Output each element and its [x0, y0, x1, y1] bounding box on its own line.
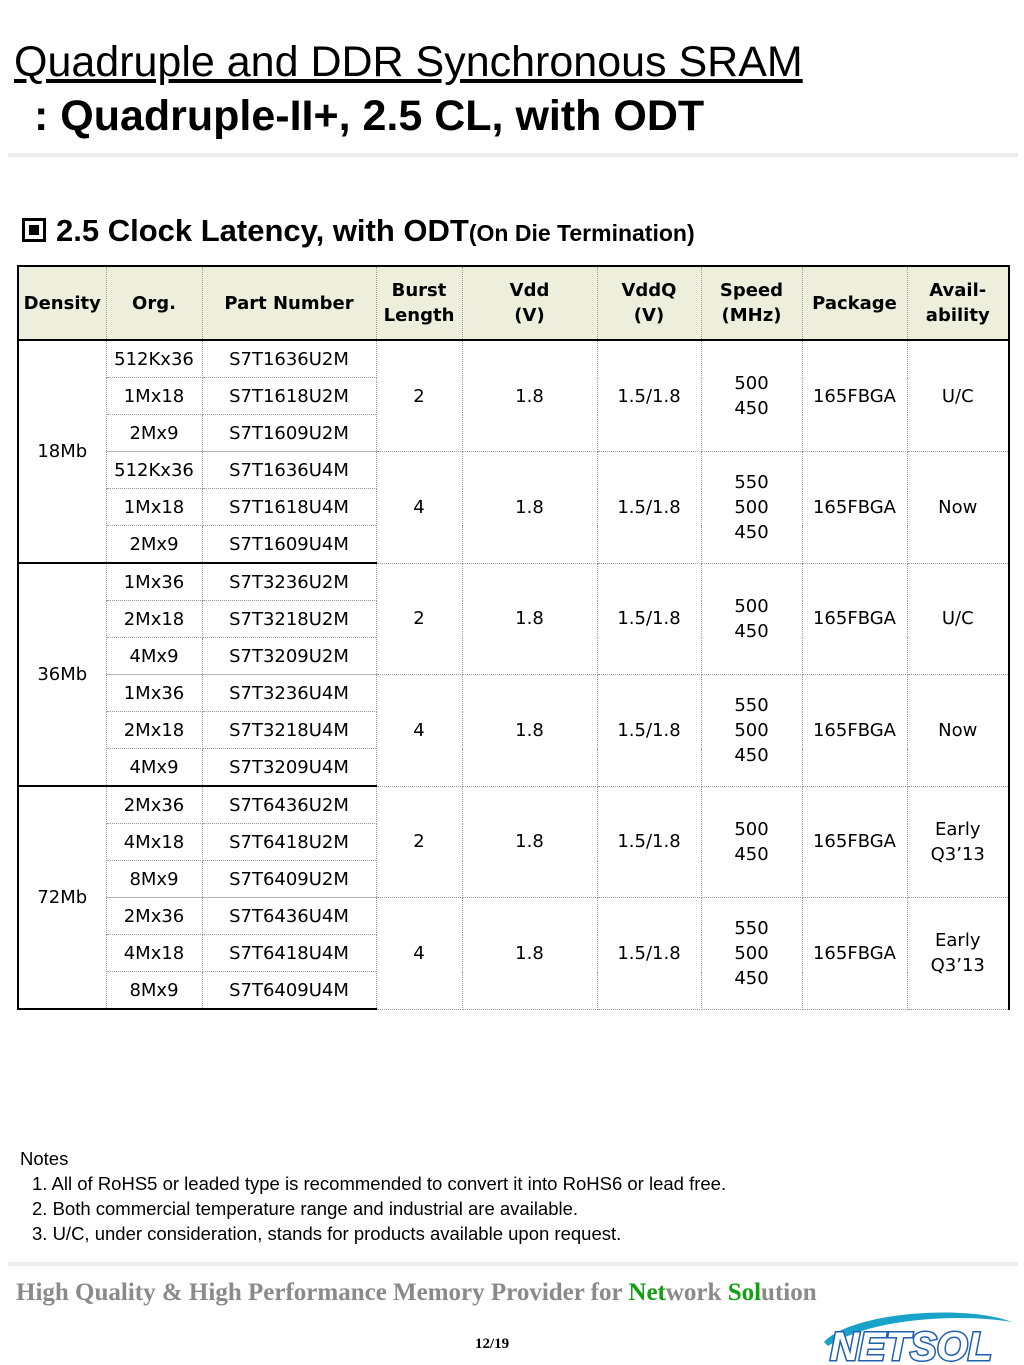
table-row — [18, 452, 1009, 489]
burst-length-cell: 2 — [376, 786, 462, 898]
part-number-cell: S7T1618U2M — [202, 378, 376, 415]
cell-line: 500 — [734, 373, 769, 394]
vddq-cell: 1.5/1.8 — [597, 898, 701, 1010]
org-cell: 4Mx9 — [106, 749, 202, 787]
density-cell: 36Mb — [18, 563, 106, 786]
footer-text: work — [665, 1279, 728, 1306]
vdd-cell: 1.8 — [462, 452, 597, 564]
header-vddq: VddQ (V) — [597, 266, 701, 340]
vdd-cell: 1.8 — [462, 675, 597, 787]
part-number-cell: S7T3236U2M — [202, 563, 376, 601]
vdd-cell: 1.8 — [462, 786, 597, 898]
org-cell: 4Mx9 — [106, 638, 202, 675]
cell-line: Now — [938, 719, 978, 741]
cell-line: U/C — [941, 385, 974, 407]
footer-text: ution — [761, 1279, 817, 1306]
header-vdd: Vdd (V) — [462, 266, 597, 340]
page-title: Quadruple and DDR Synchronous SRAM — [14, 38, 803, 86]
speed-cell — [701, 563, 802, 675]
vdd-cell: 1.8 — [462, 898, 597, 1010]
part-number-cell: S7T1618U4M — [202, 489, 376, 526]
org-cell: 512Kx36 — [106, 340, 202, 378]
product-table — [17, 265, 1010, 1010]
speed-cell — [701, 675, 802, 787]
part-number-cell: S7T6409U4M — [202, 972, 376, 1010]
speed-cell — [701, 340, 802, 452]
org-cell: 1Mx36 — [106, 563, 202, 601]
vddq-cell: 1.5/1.8 — [597, 340, 701, 452]
vddq-cell: 1.5/1.8 — [597, 563, 701, 675]
burst-length-cell: 2 — [376, 563, 462, 675]
burst-length-cell: 4 — [376, 452, 462, 564]
burst-length-cell: 4 — [376, 675, 462, 787]
part-number-cell: S7T3218U2M — [202, 601, 376, 638]
cell-line: Q3’13 — [930, 955, 985, 977]
org-cell: 8Mx9 — [106, 972, 202, 1010]
org-cell: 2Mx9 — [106, 415, 202, 452]
cell-line: Early — [935, 818, 981, 840]
org-cell: 2Mx18 — [106, 712, 202, 749]
section-title: 2.5 Clock Latency, with ODT — [56, 213, 469, 248]
speed-cell — [701, 452, 802, 564]
note-item: 1. All of RoHS5 or leaded type is recommended to convert it into RoHS6 or lead free. — [32, 1173, 727, 1194]
cell-line: Now — [938, 496, 978, 518]
part-number-cell: S7T1636U2M — [202, 340, 376, 378]
footer-highlight: Sol — [727, 1279, 762, 1306]
square-bullet-icon — [22, 218, 46, 242]
density-group — [18, 786, 1009, 1009]
cell-line: Q3’13 — [930, 843, 985, 865]
header-package: Package — [802, 266, 907, 340]
cell-line: 550 — [734, 694, 769, 716]
cell-line: 500 — [734, 496, 769, 518]
cell-line: 500 — [734, 719, 769, 741]
footer-tagline — [16, 1279, 817, 1307]
package-cell: 165FBGA — [802, 563, 907, 675]
package-cell: 165FBGA — [802, 452, 907, 564]
part-number-cell: S7T1609U2M — [202, 415, 376, 452]
cell-line: 450 — [734, 744, 769, 766]
table-row — [18, 786, 1009, 824]
header-org: Org. — [106, 266, 202, 340]
density-group — [18, 340, 1009, 563]
header-burst-length: Burst Length — [376, 266, 462, 340]
title-divider — [8, 153, 1018, 157]
vdd-cell: 1.8 — [462, 340, 597, 452]
cell-line: 450 — [734, 843, 769, 865]
netsol-logo — [816, 1308, 1016, 1365]
speed-cell — [701, 786, 802, 898]
org-cell: 2Mx36 — [106, 898, 202, 935]
table-row — [18, 898, 1009, 935]
org-cell: 1Mx18 — [106, 378, 202, 415]
part-number-cell: S7T1636U4M — [202, 452, 376, 489]
notes — [20, 1146, 726, 1246]
part-number-cell: S7T3209U4M — [202, 749, 376, 787]
cell-line: 450 — [734, 398, 769, 419]
vddq-cell: 1.5/1.8 — [597, 452, 701, 564]
cell-line: 500 — [734, 818, 769, 840]
density-cell: 18Mb — [18, 340, 106, 563]
package-cell: 165FBGA — [802, 786, 907, 898]
page-subtitle: : Quadruple-II+, 2.5 CL, with ODT — [34, 92, 705, 140]
part-number-cell: S7T6418U4M — [202, 935, 376, 972]
density-group — [18, 563, 1009, 786]
burst-length-cell: 2 — [376, 340, 462, 452]
cell-line: U/C — [941, 608, 974, 630]
table-row — [18, 340, 1009, 378]
table-row — [18, 675, 1009, 712]
package-cell: 165FBGA — [802, 340, 907, 452]
part-number-cell: S7T3236U4M — [202, 675, 376, 712]
part-number-cell: S7T6436U4M — [202, 898, 376, 935]
cell-line: 500 — [734, 942, 769, 964]
part-number-cell: S7T6436U2M — [202, 786, 376, 824]
vdd-cell: 1.8 — [462, 563, 597, 675]
header-speed: Speed (MHz) — [701, 266, 802, 340]
availability-cell — [907, 340, 1009, 452]
cell-line: Early — [935, 930, 981, 952]
cell-line: 450 — [734, 967, 769, 989]
vddq-cell: 1.5/1.8 — [597, 675, 701, 787]
speed-cell — [701, 898, 802, 1010]
cell-line: 450 — [734, 620, 769, 642]
note-item: 3. U/C, under consideration, stands for products available upon request. — [32, 1223, 622, 1244]
page-number: 12/19 — [475, 1336, 510, 1352]
package-cell: 165FBGA — [802, 675, 907, 787]
footer-text: High Quality & High Performance Memory Provider for — [16, 1279, 629, 1306]
part-number-cell: S7T3218U4M — [202, 712, 376, 749]
burst-length-cell: 4 — [376, 898, 462, 1010]
availability-cell — [907, 452, 1009, 564]
part-number-cell: S7T6409U2M — [202, 861, 376, 898]
cell-line: 500 — [734, 595, 769, 617]
cell-line: 550 — [734, 471, 769, 493]
density-cell: 72Mb — [18, 786, 106, 1009]
cell-line: 550 — [734, 917, 769, 939]
vddq-cell: 1.5/1.8 — [597, 786, 701, 898]
org-cell: 2Mx36 — [106, 786, 202, 824]
org-cell: 2Mx9 — [106, 526, 202, 564]
part-number-cell: S7T3209U2M — [202, 638, 376, 675]
org-cell: 2Mx18 — [106, 601, 202, 638]
logo-text: NETSOL — [830, 1325, 993, 1365]
part-number-cell: S7T6418U2M — [202, 824, 376, 861]
header-availability: Avail- ability — [907, 266, 1009, 340]
note-item: 2. Both commercial temperature range and industrial are available. — [32, 1198, 579, 1219]
table-header-row — [18, 266, 1009, 340]
org-cell: 1Mx18 — [106, 489, 202, 526]
table-row — [18, 563, 1009, 601]
footer-highlight: Net — [628, 1279, 666, 1306]
org-cell: 512Kx36 — [106, 452, 202, 489]
header-density: Density — [18, 266, 106, 340]
org-cell: 4Mx18 — [106, 935, 202, 972]
header-part-number: Part Number — [202, 266, 376, 340]
org-cell: 4Mx18 — [106, 824, 202, 861]
cell-line: 450 — [734, 521, 769, 543]
footer-divider — [8, 1262, 1018, 1266]
org-cell: 1Mx36 — [106, 675, 202, 712]
notes-heading: Notes — [20, 1148, 69, 1169]
section-subtitle: (On Die Termination) — [468, 220, 695, 246]
availability-cell — [907, 786, 1009, 898]
part-number-cell: S7T1609U4M — [202, 526, 376, 564]
org-cell: 8Mx9 — [106, 861, 202, 898]
availability-cell — [907, 563, 1009, 675]
availability-cell — [907, 675, 1009, 787]
package-cell: 165FBGA — [802, 898, 907, 1010]
section-heading — [22, 213, 695, 249]
availability-cell — [907, 898, 1009, 1010]
